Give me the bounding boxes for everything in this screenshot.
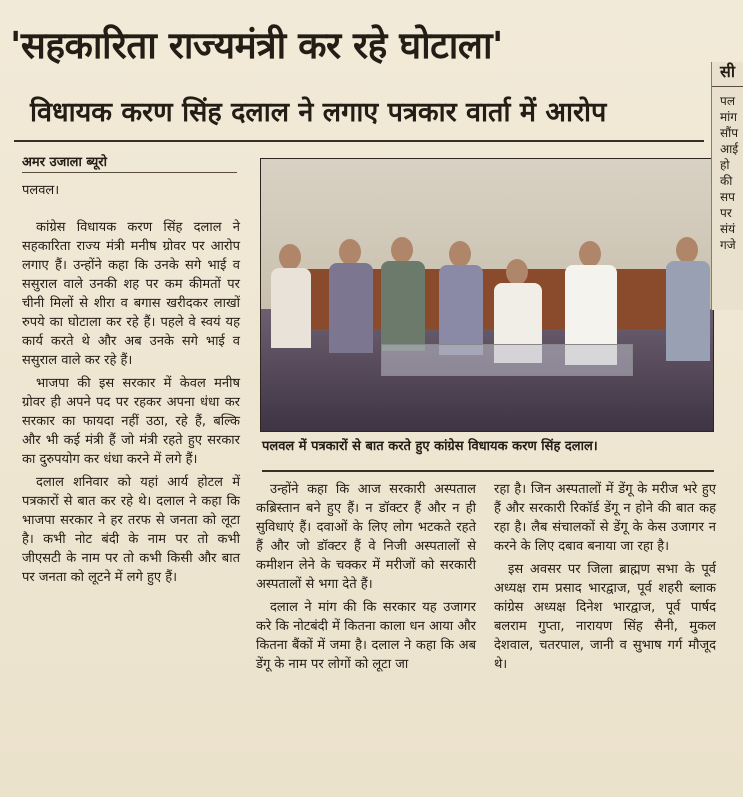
clip-line: सौंप	[720, 126, 739, 140]
clip-line: की	[720, 174, 733, 188]
press-conference-photo	[260, 158, 714, 432]
clip-line: मांग	[720, 110, 738, 124]
headline: 'सहकारिता राज्यमंत्री कर रहे घोटाला'	[10, 24, 503, 67]
adjacent-headline-fragment: सी	[712, 62, 743, 87]
article-column-1	[22, 218, 240, 591]
clip-line: पल	[720, 94, 735, 108]
clip-line: संयं	[720, 222, 736, 236]
subheadline: विधायक करण सिंह दलाल ने लगाए पत्रकार वार्ता में आरोप	[30, 97, 607, 128]
byline: अमर उजाला ब्यूरो	[22, 155, 107, 170]
clip-line: आई	[720, 142, 739, 156]
clip-line: हो	[720, 158, 730, 172]
clip-line: पर	[720, 206, 732, 220]
article-column-3	[494, 480, 716, 678]
paragraph: रहा है। जिन अस्पतालों में डेंगू के मरीज भरे हुए हैं और सरकारी रिकॉर्ड डेंगू न होने की बात कह रहा है। लैब संचालकों से डेंगू के केस उजागर न करने के लिए दबाव बनाया जा रहा है।	[494, 482, 716, 554]
clip-line: गजे	[720, 238, 736, 252]
photo-caption: पलवल में पत्रकारों से बात करते हुए कांग्रेस विधायक करण सिंह दलाल।	[262, 439, 598, 454]
paragraph: उन्होंने कहा कि आज सरकारी अस्पताल कब्रिस्तान बने हुए हैं। न डॉक्टर हैं और न ही सुविधाएं हैं। दवाओं के लिए लोग भटकते रहते हैं और जो डॉक्टर हैं वे निजी अस्पतालों से कमीशन लेने के चक्कर में मरीजों को सरकारी अस्पतालों से भगा देते हैं।	[256, 482, 476, 592]
byline-rule	[22, 172, 237, 173]
adjacent-text-fragment	[712, 87, 743, 253]
paragraph: भाजपा की इस सरकार में केवल मनीष ग्रोवर ही अपने पद पर रहकर अपना धंधा कर सरकार का फायदा नहीं उठा, रहे हैं, बल्कि और भी कई मंत्री हैं जो मंत्री रहते हुए सरकार का दुरुपयोग कर धंधा करने में लगे हैं।	[22, 376, 240, 467]
paragraph: कांग्रेस विधायक करण सिंह दलाल ने सहकारिता राज्य मंत्री मनीष ग्रोवर पर आरोप लगाए हैं। उन्होंने कहा कि उनके सगे भाई व ससुराल वाले उनकी शह पर कम कीमतों पर चीनी मिलों से शीरा व बगास खरीदकर लाखों रुपये का घोटाला कर रहे हैं। पहले वे स्वयं यह कार्य करते थे और अब उनके सगे भाई व ससुराल वाले कर रहे हैं।	[22, 220, 240, 368]
header-rule	[14, 140, 704, 142]
paragraph: इस अवसर पर जिला ब्राह्मण सभा के पूर्व अध्यक्ष राम प्रसाद भारद्वाज, पूर्व शहरी ब्लाक कांग्रेस अध्यक्ष दिनेश भारद्वाज, पूर्व पार्षद बलराम गुप्ता, नारायण सिंह सैनी, मुकल देशवाल, चतरपाल, जानी व सुभाष गर्ग मौजूद थे।	[494, 562, 716, 672]
adjacent-article-clip	[711, 62, 743, 310]
dateline: पलवल।	[22, 183, 60, 198]
paragraph: दलाल ने मांग की कि सरकार यह उजागर करे कि नोटबंदी में कितना काला धन आया और कितना बैंकों में जमा है। दलाल ने कहा कि अब डेंगू के नाम पर लोगों को लूटा जा	[256, 600, 476, 672]
caption-rule	[262, 470, 714, 472]
article-column-2	[256, 480, 476, 678]
photo-glass-table	[381, 344, 633, 376]
paragraph: दलाल शनिवार को यहां आर्य होटल में पत्रकारों से बात कर रहे थे। दलाल ने कहा कि भाजपा सरकार ने हर तरफ से जनता को लूटा है। कभी नोट बंदी के नाम पर तो कभी जीएसटी के नाम पर तो कभी किसी और बात पर जनता को लूटने में लगे हुए हैं।	[22, 475, 240, 585]
clip-line: सप	[720, 190, 735, 204]
